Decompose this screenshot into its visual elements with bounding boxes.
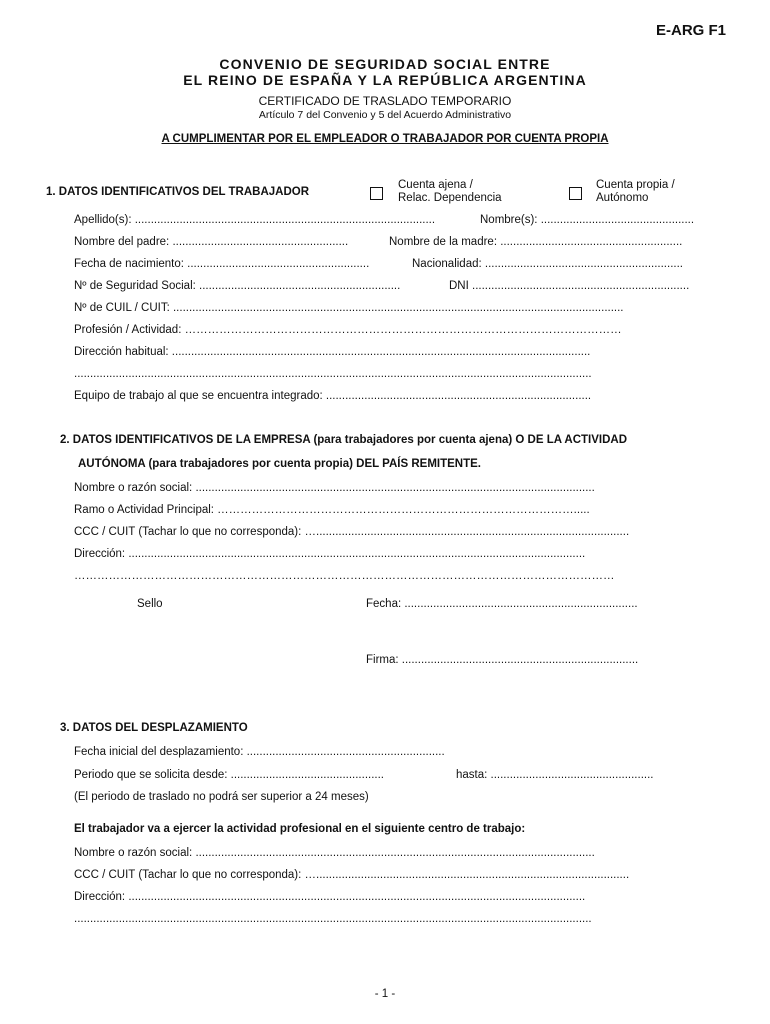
- certificate-subtitle: CERTIFICADO DE TRASLADO TEMPORARIO: [258, 94, 512, 108]
- title-line-1: CONVENIO DE SEGURIDAD SOCIAL ENTRE: [219, 56, 551, 72]
- periodo-hasta-field[interactable]: hasta: ...................................................: [456, 769, 654, 781]
- option-employee-label: Cuenta ajena / Relac. Dependencia: [398, 179, 502, 204]
- empresa-direccion-field[interactable]: Dirección: ...............................................................................................................................................: [74, 548, 586, 560]
- apellidos-field[interactable]: Apellido(s): ..............................................................................................: [74, 214, 436, 226]
- equipo-trabajo-field[interactable]: Equipo de trabajo al que se encuentra integrado: ...................................................................................: [74, 390, 592, 402]
- cuil-field[interactable]: Nº de CUIL / CUIT: .............................................................................................................................................: [74, 302, 624, 314]
- nacionalidad-field[interactable]: Nacionalidad: ..............................................................: [412, 258, 683, 270]
- legal-reference: Artículo 7 del Convenio y 5 del Acuerdo Administrativo: [258, 109, 512, 121]
- fecha-field[interactable]: Fecha: .........................................................................: [366, 598, 638, 610]
- seguridad-social-field[interactable]: Nº de Seguridad Social: ...............................................................: [74, 280, 401, 292]
- page-number: - 1 -: [374, 988, 396, 1000]
- nombre-madre-field[interactable]: Nombre de la madre: .........................................................: [389, 236, 683, 248]
- section-2-title-line-1: 2. DATOS IDENTIFICATIVOS DE LA EMPRESA (para trabajadores por cuenta ajena) O DE LA ACTIVIDAD: [60, 434, 627, 446]
- section-3-title: 3. DATOS DEL DESPLAZAMIENTO: [60, 722, 248, 734]
- fill-instruction: A CUMPLIMENTAR POR EL EMPLEADOR O TRABAJADOR POR CUENTA PROPIA: [161, 133, 609, 145]
- section-2-title-line-2: AUTÓNOMA (para trabajadores por cuenta propia) DEL PAÍS REMITENTE.: [78, 458, 481, 470]
- fecha-inicial-field[interactable]: Fecha inicial del desplazamiento: ..............................................................: [74, 746, 445, 758]
- dni-field[interactable]: DNI ....................................................................: [449, 280, 690, 292]
- section-1-title: 1. DATOS IDENTIFICATIVOS DEL TRABAJADOR: [46, 186, 310, 198]
- ramo-actividad-field[interactable]: Ramo o Actividad Principal: ………………………………………………………………………………….....: [74, 504, 590, 516]
- sello-label: Sello: [137, 598, 163, 610]
- employee-checkbox[interactable]: [370, 187, 383, 200]
- nombres-field[interactable]: Nombre(s): ................................................: [480, 214, 695, 226]
- centro-direccion-continued[interactable]: ..................................................................................................................................................................: [74, 913, 592, 925]
- empresa-razon-social-field[interactable]: Nombre o razón social: .............................................................................................................................: [74, 482, 595, 494]
- empresa-direccion-continued[interactable]: ……………………………………………………………………………………………………………………………: [74, 570, 615, 582]
- profesion-field[interactable]: Profesión / Actividad: ……………………………………………………………………………………………………: [74, 324, 622, 336]
- centro-ccc-cuit-field[interactable]: CCC / CUIT (Tachar lo que no corresponda): …..................................................................................................: [74, 869, 630, 881]
- centro-trabajo-title: El trabajador va a ejercer la actividad profesional en el siguiente centro de trabajo:: [74, 823, 526, 835]
- centro-razon-social-field[interactable]: Nombre o razón social: .............................................................................................................................: [74, 847, 595, 859]
- firma-field[interactable]: Firma: ..........................................................................: [366, 654, 639, 666]
- title-line-2: EL REINO DE ESPAÑA Y LA REPÚBLICA ARGENTINA: [183, 72, 587, 88]
- nombre-padre-field[interactable]: Nombre del padre: .......................................................: [74, 236, 349, 248]
- self-employed-checkbox[interactable]: [569, 187, 582, 200]
- form-code: E-ARG F1: [655, 22, 726, 39]
- direccion-habitual-field[interactable]: Dirección habitual: ...................................................................................................................................: [74, 346, 591, 358]
- periodo-desde-field[interactable]: Periodo que se solicita desde: ................................................: [74, 769, 384, 781]
- direccion-habitual-continued[interactable]: ..................................................................................................................................................................: [74, 368, 592, 380]
- centro-direccion-field[interactable]: Dirección: ...............................................................................................................................................: [74, 891, 586, 903]
- option-self-employed-label: Cuenta propia / Autónomo: [596, 179, 675, 204]
- empresa-ccc-cuit-field[interactable]: CCC / CUIT (Tachar lo que no corresponda): …..................................................................................................: [74, 526, 630, 538]
- periodo-note: (El periodo de traslado no podrá ser superior a 24 meses): [74, 791, 369, 803]
- fecha-nacimiento-field[interactable]: Fecha de nacimiento: .........................................................: [74, 258, 370, 270]
